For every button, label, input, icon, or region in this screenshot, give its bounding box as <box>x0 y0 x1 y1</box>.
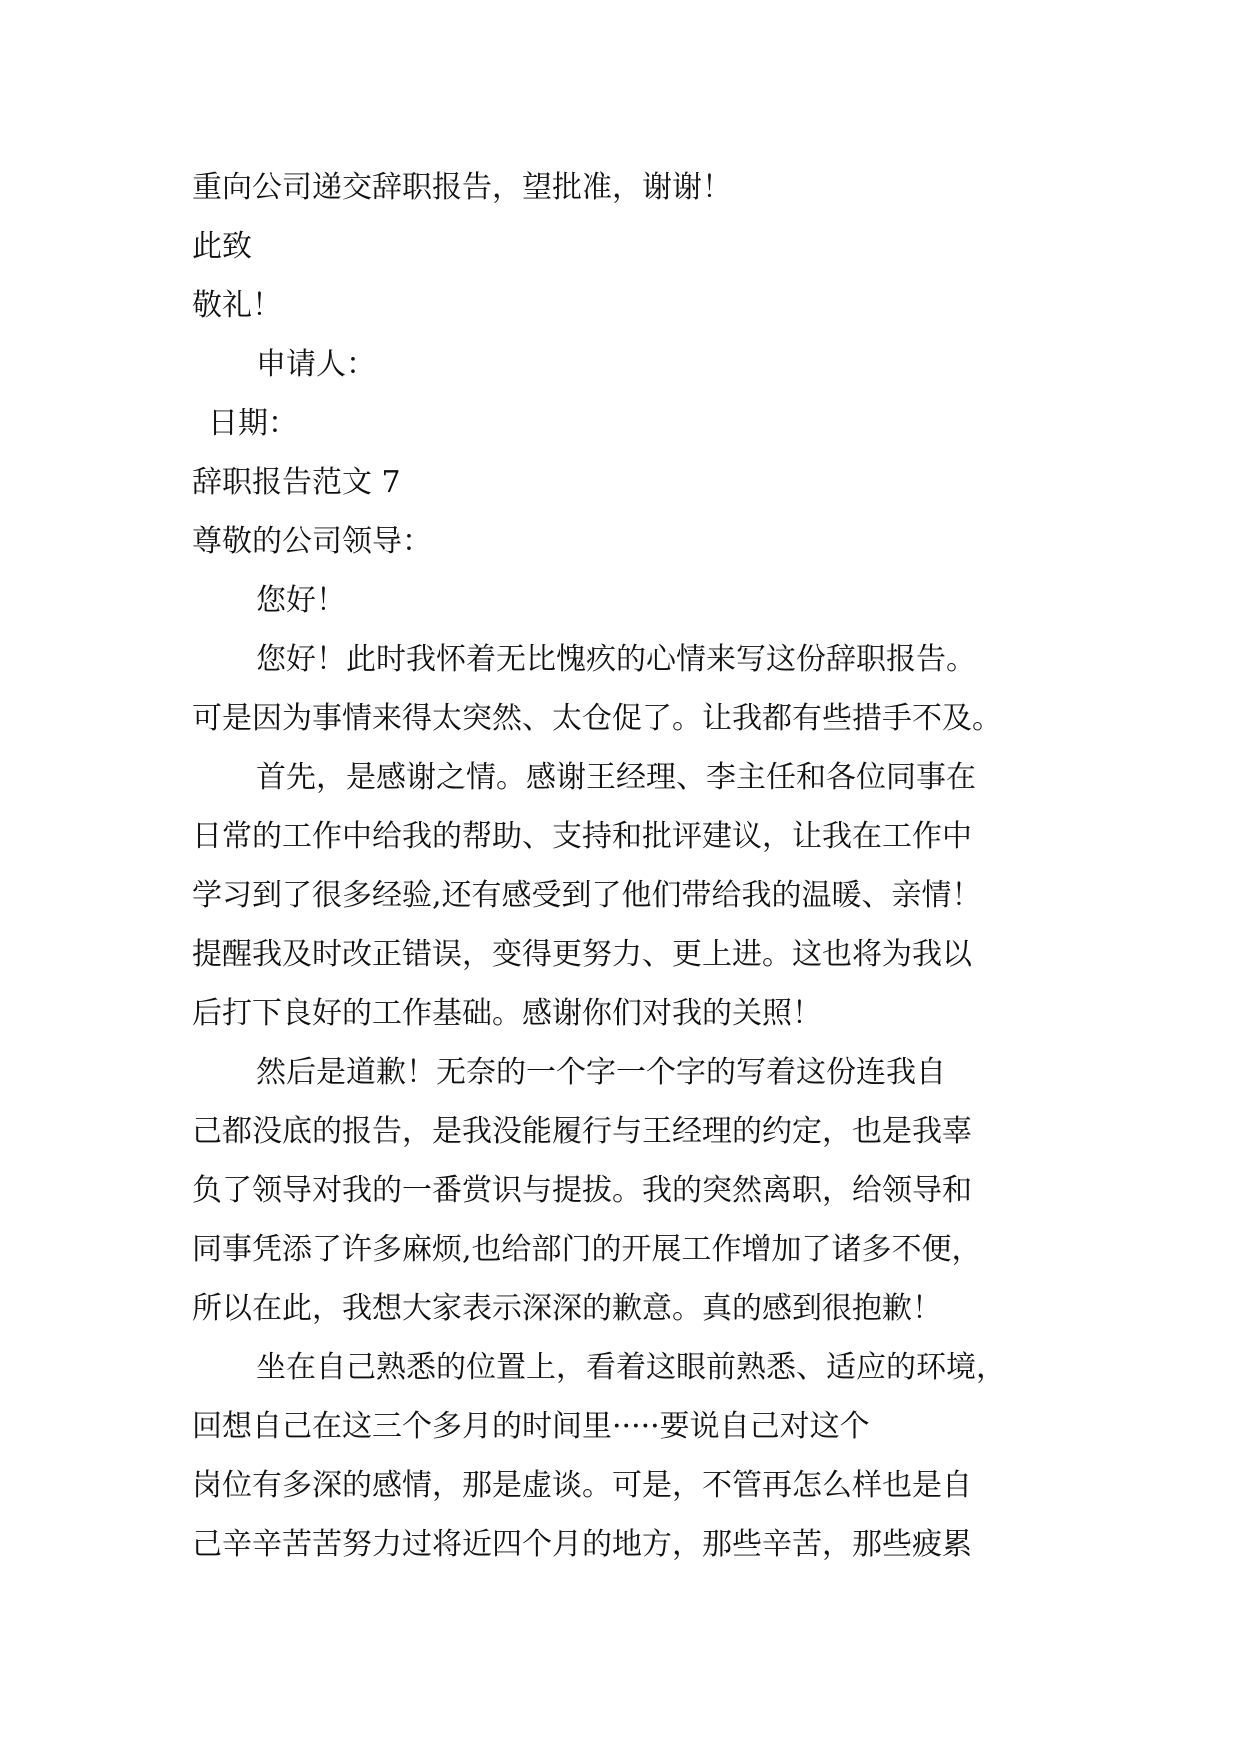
paragraph-2-line-3: 学习到了很多经验,还有感受到了他们带给我的温暖、亲情！ <box>192 878 982 913</box>
text-line-closing-request: 重向公司递交辞职报告，望批准，谢谢！ <box>192 170 732 205</box>
applicant-label: 申请人： <box>256 347 376 382</box>
section-title: 辞职报告范文 7 <box>192 465 401 500</box>
paragraph-4-line-1: 坐在自己熟悉的位置上，看着这眼前熟悉、适应的环境， <box>256 1350 1006 1385</box>
date-label: 日期： <box>208 406 298 441</box>
paragraph-3-line-1: 然后是道歉！无奈的一个字一个字的写着这份连我自 <box>256 1055 946 1090</box>
paragraph-1-line-1: 您好！此时我怀着无比愧疚的心情来写这份辞职报告。 <box>256 642 976 677</box>
paragraph-1-line-2: 可是因为事情来得太突然、太仓促了。让我都有些措手不及。 <box>192 701 1002 736</box>
paragraph-4-line-4: 己辛辛苦苦努力过将近四个月的地方，那些辛苦，那些疲累 <box>192 1527 972 1562</box>
paragraph-3-line-5: 所以在此，我想大家表示深深的歉意。真的感到很抱歉！ <box>192 1291 942 1326</box>
paragraph-2-line-2: 日常的工作中给我的帮助、支持和批评建议，让我在工作中 <box>192 819 972 854</box>
greeting-recipient: 尊敬的公司领导： <box>192 524 432 559</box>
paragraph-3-line-4: 同事凭添了许多麻烦,也给部门的开展工作增加了诸多不便， <box>192 1232 982 1267</box>
paragraph-4-line-2: 回想自己在这三个多月的时间里·····要说自己对这个 <box>192 1409 870 1444</box>
greeting-hello: 您好！ <box>256 583 346 618</box>
paragraph-3-line-3: 负了领导对我的一番赏识与提拔。我的突然离职，给领导和 <box>192 1173 972 1208</box>
paragraph-4-line-3: 岗位有多深的感情，那是虚谈。可是，不管再怎么样也是自 <box>192 1468 972 1503</box>
paragraph-3-line-2: 己都没底的报告，是我没能履行与王经理的约定，也是我辜 <box>192 1114 972 1149</box>
text-line-salutation: 此致 <box>192 229 252 264</box>
paragraph-2-line-5: 后打下良好的工作基础。感谢你们对我的关照！ <box>192 996 822 1031</box>
paragraph-2-line-4: 提醒我及时改正错误，变得更努力、更上进。这也将为我以 <box>192 937 972 972</box>
text-line-regards: 敬礼！ <box>192 288 282 323</box>
paragraph-2-line-1: 首先，是感谢之情。感谢王经理、李主任和各位同事在 <box>256 760 976 795</box>
